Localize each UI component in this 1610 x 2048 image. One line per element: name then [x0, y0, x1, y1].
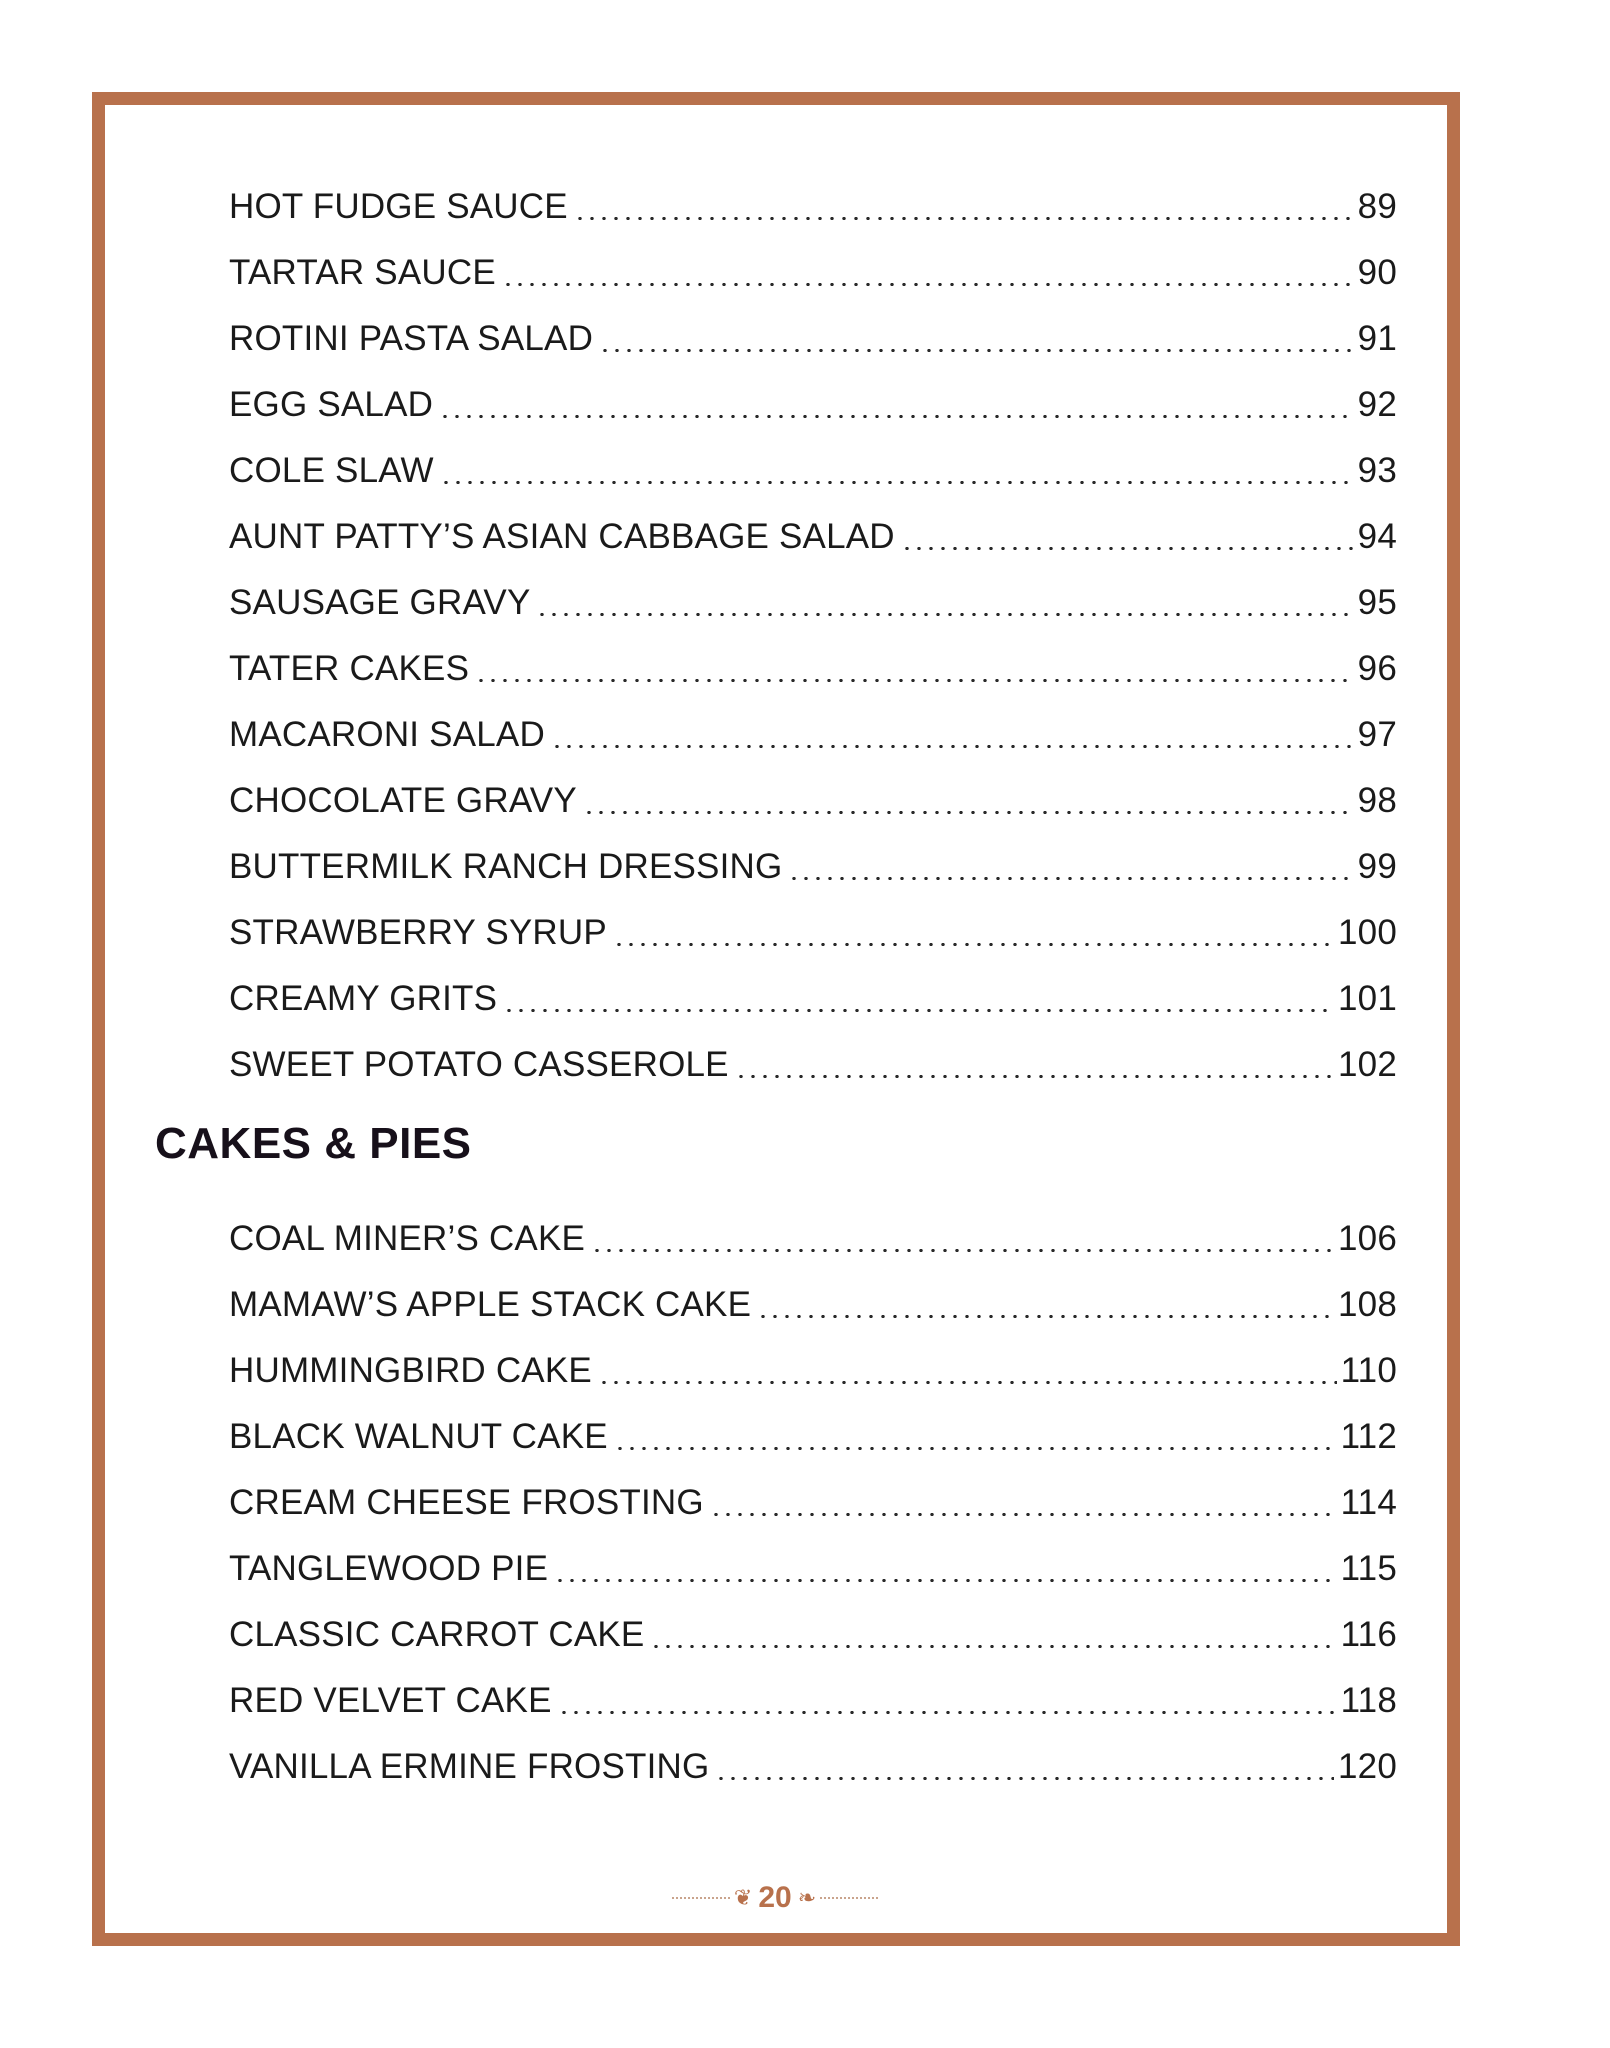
toc-entry-title: SWEET POTATO CASSEROLE	[229, 1045, 729, 1084]
dot-leader	[503, 1009, 1334, 1012]
dot-leader	[551, 745, 1354, 748]
toc-entry[interactable]	[229, 1206, 1397, 1272]
flourish-icon: ❧	[797, 1885, 817, 1910]
toc-entry[interactable]	[229, 174, 1397, 240]
dot-leader	[788, 877, 1353, 880]
dot-leader	[598, 1381, 1337, 1384]
toc-entry-page: 90	[1357, 253, 1397, 292]
dot-leader	[650, 1645, 1336, 1648]
section-heading-cakes-pies: CAKES & PIES	[155, 1119, 472, 1168]
toc-entry-page: 95	[1357, 583, 1397, 622]
toc-entry-title: HOT FUDGE SAUCE	[229, 187, 568, 226]
toc-entry[interactable]	[229, 504, 1397, 570]
dot-leader	[614, 1447, 1337, 1450]
toc-entry-title: AUNT PATTY’S ASIAN CABBAGE SALAD	[229, 517, 895, 556]
toc-entry[interactable]	[229, 306, 1397, 372]
toc-entry-title: MACARONI SALAD	[229, 715, 545, 754]
toc-entry[interactable]	[229, 1536, 1397, 1602]
toc-entry-page: 114	[1340, 1483, 1397, 1522]
footer-rule-right	[820, 1897, 878, 1899]
dot-leader	[554, 1579, 1336, 1582]
toc-entry-title: TARTAR SAUCE	[229, 253, 496, 292]
toc-entry-page: 92	[1357, 385, 1397, 424]
dot-leader	[757, 1315, 1334, 1318]
dot-leader	[901, 547, 1354, 550]
page-footer	[655, 1876, 895, 1920]
toc-entry[interactable]	[229, 438, 1397, 504]
toc-entry-title: CHOCOLATE GRAVY	[229, 781, 577, 820]
toc-entry[interactable]	[229, 570, 1397, 636]
toc-entry-page: 91	[1357, 319, 1397, 358]
dot-leader	[558, 1711, 1337, 1714]
toc-list-cakes-pies	[229, 1206, 1397, 1800]
toc-entry[interactable]	[229, 966, 1397, 1032]
toc-entry-page: 97	[1357, 715, 1397, 754]
toc-entry[interactable]	[229, 240, 1397, 306]
toc-entry-title: HUMMINGBIRD CAKE	[229, 1351, 592, 1390]
dot-leader	[536, 613, 1353, 616]
dot-leader	[715, 1777, 1334, 1780]
toc-entry-title: RED VELVET CAKE	[229, 1681, 552, 1720]
toc-entry-page: 106	[1338, 1219, 1397, 1258]
dot-leader	[735, 1075, 1334, 1078]
toc-entry-page: 120	[1338, 1747, 1397, 1786]
toc-entry-title: CREAM CHEESE FROSTING	[229, 1483, 704, 1522]
toc-entry-page: 110	[1340, 1351, 1397, 1390]
toc-entry[interactable]	[229, 1734, 1397, 1800]
toc-entry-title: BLACK WALNUT CAKE	[229, 1417, 608, 1456]
page-number: 20	[758, 1881, 792, 1914]
toc-entry[interactable]	[229, 1602, 1397, 1668]
toc-entry[interactable]	[229, 834, 1397, 900]
toc-entry-page: 100	[1338, 913, 1397, 952]
toc-entry[interactable]	[229, 1668, 1397, 1734]
dot-leader	[583, 811, 1354, 814]
footer-rule-left	[672, 1897, 730, 1899]
toc-entry-page: 108	[1338, 1285, 1397, 1324]
toc-entry[interactable]	[229, 1032, 1397, 1098]
toc-entry-page: 96	[1357, 649, 1397, 688]
dot-leader	[599, 349, 1354, 352]
toc-entry[interactable]	[229, 768, 1397, 834]
toc-entry-page: 93	[1357, 451, 1397, 490]
toc-entry-title: COLE SLAW	[229, 451, 434, 490]
toc-entry[interactable]	[229, 1470, 1397, 1536]
toc-entry-title: COAL MINER’S CAKE	[229, 1219, 586, 1258]
toc-entry-title: SAUSAGE GRAVY	[229, 583, 531, 622]
toc-entry-title: CREAMY GRITS	[229, 979, 498, 1018]
toc-entry-page: 118	[1340, 1681, 1397, 1720]
dot-leader	[475, 679, 1354, 682]
toc-entry-title: TANGLEWOOD PIE	[229, 1549, 549, 1588]
dot-leader	[439, 415, 1354, 418]
toc-entry[interactable]	[229, 1338, 1397, 1404]
toc-entry-title: EGG SALAD	[229, 385, 434, 424]
flourish-icon: ❦	[733, 1885, 753, 1910]
toc-entry-page: 89	[1357, 187, 1397, 226]
dot-leader	[502, 283, 1354, 286]
toc-entry-title: VANILLA ERMINE FROSTING	[229, 1747, 710, 1786]
toc-entry[interactable]	[229, 1404, 1397, 1470]
toc-entry-page: 98	[1357, 781, 1397, 820]
toc-entry-page: 102	[1338, 1045, 1397, 1084]
toc-entry[interactable]	[229, 900, 1397, 966]
toc-entry-page: 112	[1340, 1417, 1397, 1456]
toc-entry-title: TATER CAKES	[229, 649, 470, 688]
toc-entry[interactable]	[229, 702, 1397, 768]
dot-leader	[613, 943, 1334, 946]
toc-entry-title: BUTTERMILK RANCH DRESSING	[229, 847, 783, 886]
toc-entry-page: 94	[1357, 517, 1397, 556]
toc-entry-page: 101	[1338, 979, 1397, 1018]
dot-leader	[710, 1513, 1337, 1516]
toc-entry-page: 99	[1357, 847, 1397, 886]
dot-leader	[440, 481, 1354, 484]
toc-entry[interactable]	[229, 1272, 1397, 1338]
toc-list-sauces-sides	[229, 174, 1397, 1098]
dot-leader	[591, 1249, 1334, 1252]
toc-entry-title: ROTINI PASTA SALAD	[229, 319, 594, 358]
toc-entry-title: STRAWBERRY SYRUP	[229, 913, 607, 952]
toc-entry-title: MAMAW’S APPLE STACK CAKE	[229, 1285, 752, 1324]
toc-entry[interactable]	[229, 372, 1397, 438]
toc-entry-title: CLASSIC CARROT CAKE	[229, 1615, 645, 1654]
dot-leader	[574, 217, 1354, 220]
toc-entry[interactable]	[229, 636, 1397, 702]
toc-entry-page: 116	[1340, 1615, 1397, 1654]
toc-entry-page: 115	[1340, 1549, 1397, 1588]
